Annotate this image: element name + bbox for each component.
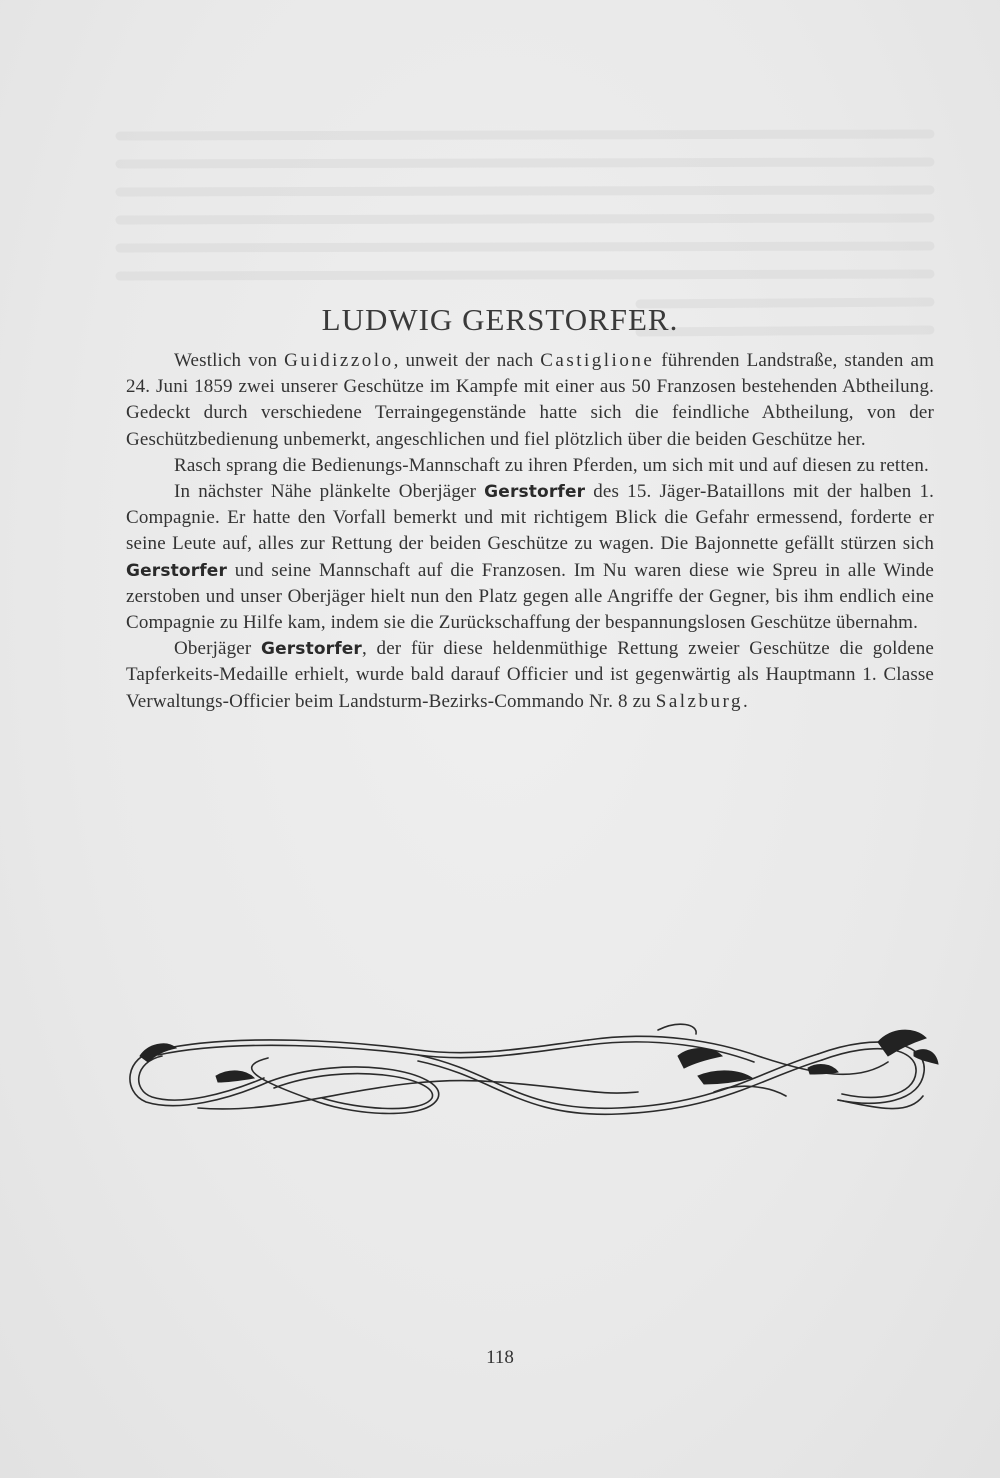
text-run: , der für diese heldenmüthige Rettung zweier Geschütze die goldene Tapferkeits-Medaille erhielt, wurde bald darauf Officier und ist gegenwärtig als Hauptmann 1. Classe Verwaltungs-Officier beim Landsturm-Bezirks-Commando Nr. 8 zu (126, 638, 934, 712)
text-run: und seine Mannschaft auf die Franzosen. Im Nu waren diese wie Spreu in alle Winde zerstoben und unser Oberjäger hielt nun den Platz gegen alle Angriffe der Gegner, bis ihm endlich eine Compagnie zu Hilfe kam, indem sie die Zurückschaffung der bespannungslosen Geschütze übernahm. (126, 559, 934, 634)
text-run-bold: Gerstorfer (484, 482, 586, 503)
text-run-spaced: Salzburg (655, 690, 743, 712)
paragraph (126, 479, 934, 636)
text-run: des 15. Jäger-Bataillons mit der halben 1. Compagnie. Er hatte den Vorfall bemerkt und mit richtigem Blick die Gefahr ermessend, forderte er seine Leute auf, alles zur Rettung der beiden Geschütze zu wagen. Die Bajonnette gefällt stürzen sich (126, 481, 934, 555)
text-run: . (742, 690, 748, 712)
text-run: Westlich von (174, 350, 285, 371)
text-run-spaced: Guidizzolo (284, 350, 394, 371)
text-run-bold: Gerstorfer (126, 560, 227, 581)
page-number: 118 (486, 1347, 514, 1368)
text-run: In nächster Nähe plänkelte Oberjäger (174, 481, 485, 503)
text-run-spaced: Castiglione (540, 350, 655, 371)
text-run: führenden Landstraße, standen am 24. Juni 1859 zwei unserer Geschütze im Kampfe mit einer aus 50 Franzosen bestehenden Abtheilung. Gedeckt durch verschiedene Terraingegenstände hatte sich die feindliche Abtheilung, von der Geschützbedienung unbemerkt, angeschlichen und fiel plötzlich über die beiden Geschütze her. (126, 350, 934, 450)
page-title: LUDWIG GERSTORFER. (321, 302, 679, 337)
art-nouveau-floral-vine-ornament-icon (118, 1012, 952, 1130)
text-run: , unweit der nach (393, 350, 541, 371)
text-run: Oberjäger (174, 638, 261, 660)
article-body (126, 348, 934, 715)
text-run: Rasch sprang die Bedienungs-Mannschaft zu ihren Pferden, um sich mit und auf diesen zu retten. (174, 454, 929, 476)
paragraph (126, 636, 934, 715)
text-run-bold: Gerstorfer (260, 639, 362, 660)
paragraph (126, 348, 934, 453)
paragraph (126, 453, 934, 479)
